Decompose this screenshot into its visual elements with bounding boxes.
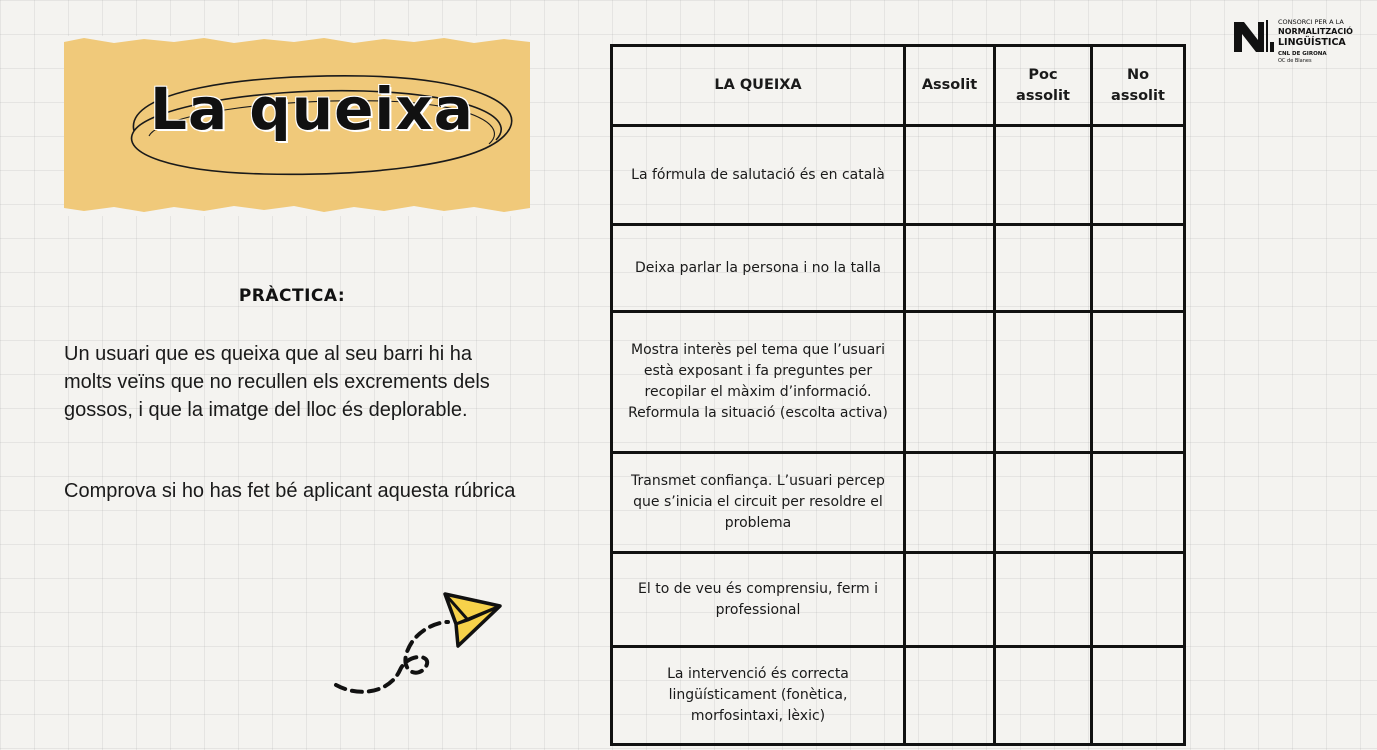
rubric-criterion: Transmet confiança. L’usuari percep que s’inicia el circuit per resoldre el problema: [612, 453, 905, 553]
logo-line-2: NORMALITZACIÓ: [1278, 27, 1353, 36]
logo-line-4: CNL DE GIRONA: [1278, 51, 1327, 57]
rubric-cell-poc-assolit[interactable]: [995, 225, 1092, 312]
rubric-row: [612, 647, 1185, 745]
rubric-cell-no-assolit[interactable]: [1092, 126, 1185, 225]
rubric-row: [612, 453, 1185, 553]
practice-instruction: Comprova si ho has fet bé aplicant aquesta rúbrica: [64, 480, 516, 502]
rubric-cell-assolit[interactable]: [905, 225, 995, 312]
rubric-cell-no-assolit[interactable]: [1092, 225, 1185, 312]
rubric-cell-no-assolit[interactable]: [1092, 312, 1185, 453]
rubric-criterion: La fórmula de salutació és en català: [612, 126, 905, 225]
rubric-header-no-assolit: No assolit: [1092, 46, 1185, 126]
practice-heading: PRÀCTICA:: [238, 286, 346, 306]
rubric-cell-assolit[interactable]: [905, 312, 995, 453]
rubric-cell-poc-assolit[interactable]: [995, 647, 1092, 745]
rubric-criterion: Mostra interès pel tema que l’usuari està exposant i fa preguntes per recopilar el màxim d’informació. Reformula la situació (escolta activa): [612, 312, 905, 453]
rubric-table: [610, 44, 1186, 746]
rubric-row: [612, 126, 1185, 225]
page-title: La queixa: [150, 75, 474, 143]
rubric-cell-assolit[interactable]: [905, 126, 995, 225]
cnl-logo: [1234, 18, 1364, 70]
rubric-header-assolit: Assolit: [905, 46, 995, 126]
rubric-cell-poc-assolit[interactable]: [995, 312, 1092, 453]
rubric-row: [612, 312, 1185, 453]
logo-line-3: LINGÜÍSTICA: [1278, 37, 1346, 48]
practice-description: Un usuari que es queixa que al seu barri hi ha molts veïns que no recullen els excrements dels gossos, i que la imatge del lloc és deplorable.: [64, 343, 490, 421]
rubric-cell-assolit[interactable]: [905, 553, 995, 647]
rubric-cell-no-assolit[interactable]: [1092, 553, 1185, 647]
rubric-header-poc-assolit: Poc assolit: [995, 46, 1092, 126]
rubric-cell-no-assolit[interactable]: [1092, 647, 1185, 745]
rubric-header-row: [612, 46, 1185, 126]
logo-line-5: OC de Blanes: [1278, 58, 1312, 64]
logo-line-1: CONSORCI PER A LA: [1278, 18, 1344, 26]
rubric-header-criterion: LA QUEIXA: [612, 46, 905, 126]
rubric-cell-poc-assolit[interactable]: [995, 553, 1092, 647]
title-card: [64, 36, 530, 216]
rubric-cell-poc-assolit[interactable]: [995, 126, 1092, 225]
rubric-cell-poc-assolit[interactable]: [995, 453, 1092, 553]
rubric-cell-assolit[interactable]: [905, 453, 995, 553]
rubric-row: [612, 553, 1185, 647]
rubric-cell-no-assolit[interactable]: [1092, 453, 1185, 553]
paper-plane-icon: [330, 580, 510, 705]
cnl-logo-icon: [1234, 20, 1274, 52]
rubric-row: [612, 225, 1185, 312]
rubric-criterion: Deixa parlar la persona i no la talla: [612, 225, 905, 312]
rubric-criterion: La intervenció és correcta lingüísticament (fonètica, morfosintaxi, lèxic): [612, 647, 905, 745]
rubric-cell-assolit[interactable]: [905, 647, 995, 745]
rubric-criterion: El to de veu és comprensiu, ferm i professional: [612, 553, 905, 647]
